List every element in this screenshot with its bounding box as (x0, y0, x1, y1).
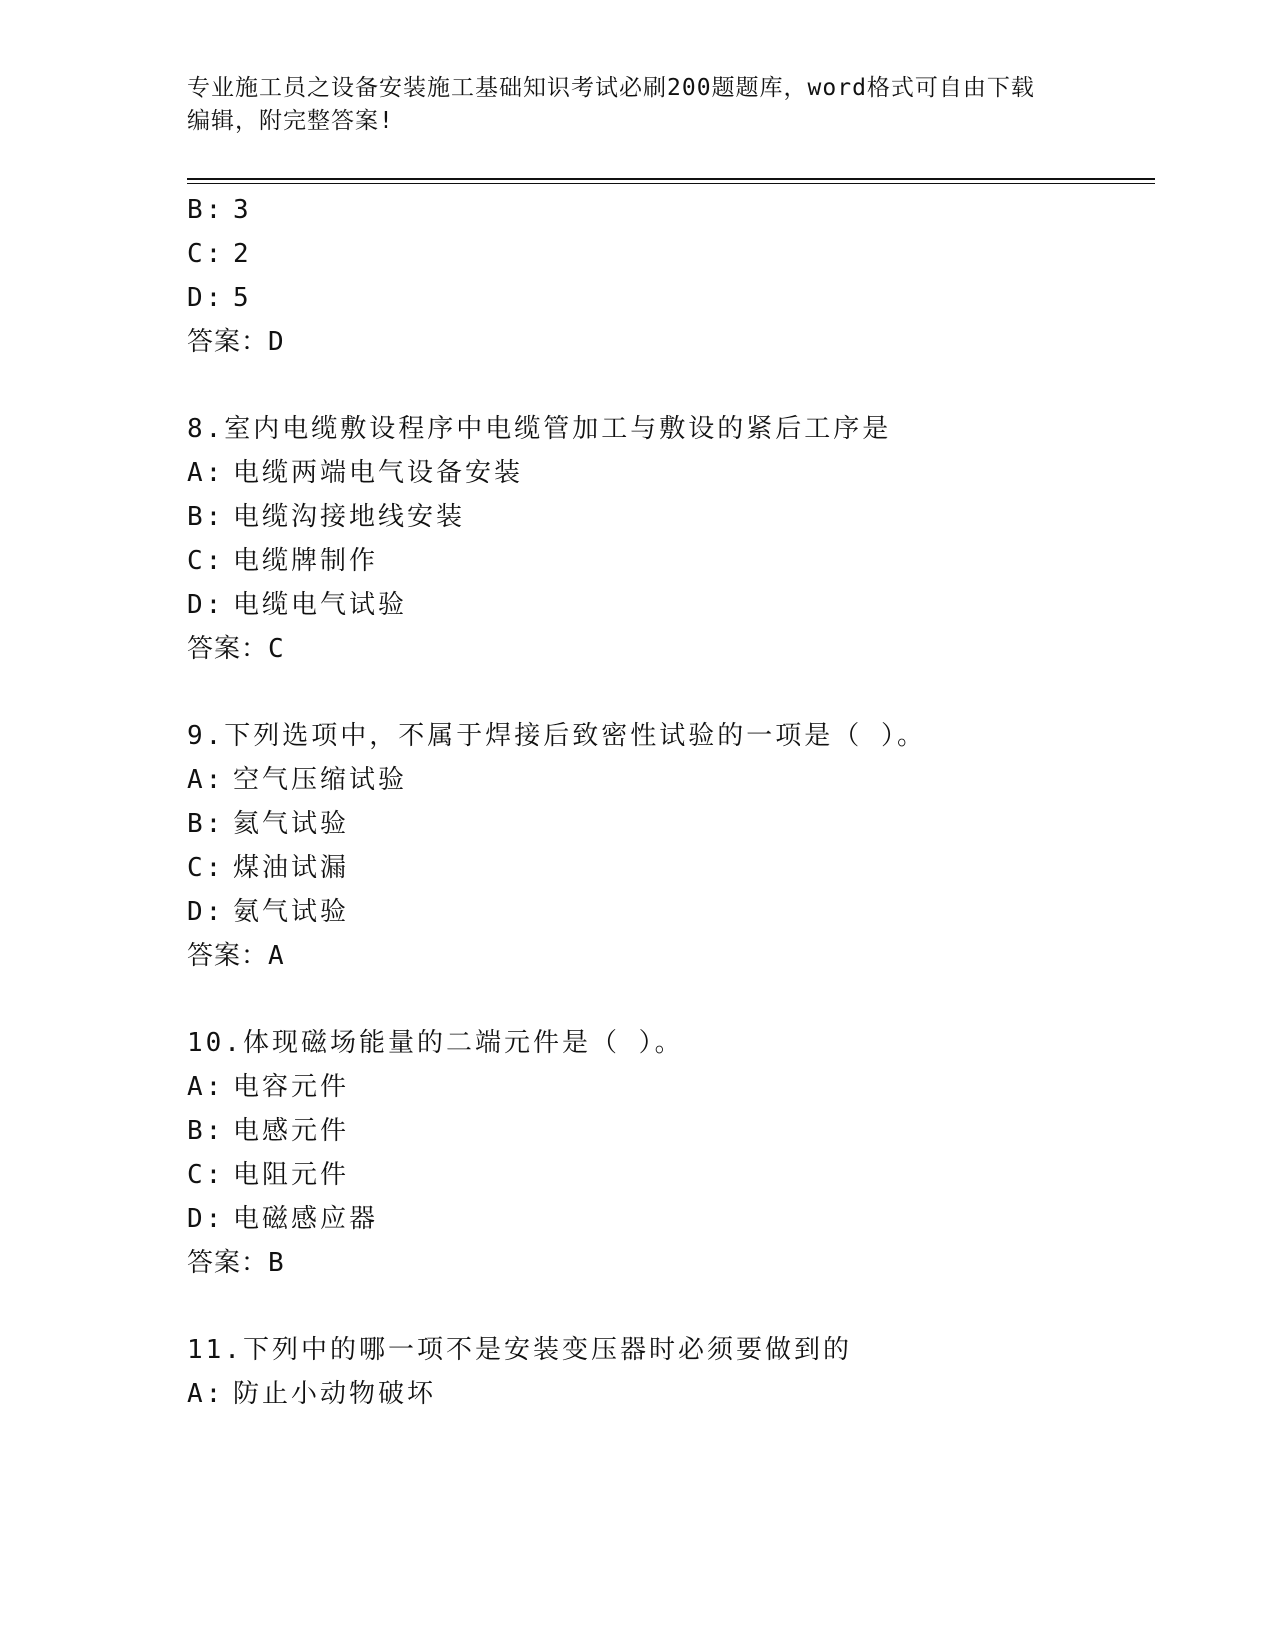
answer-line: 答案：A (187, 941, 285, 971)
option-key: C: (187, 546, 225, 576)
option-text: 电磁感应器 (233, 1204, 379, 1234)
header-line-1: 专业施工员之设备安装施工基础知识考试必刷200题题库，word格式可自由下载 (187, 75, 1035, 101)
option-key: D: (187, 897, 225, 927)
option-c (187, 1158, 349, 1192)
option-key: B: (187, 502, 225, 532)
option-text: 氨气试验 (233, 897, 350, 927)
option-c (187, 237, 252, 271)
option-text: 氦气试验 (233, 809, 350, 839)
option-text: 电缆两端电气设备安装 (233, 458, 524, 488)
option-key: C: (187, 853, 225, 883)
question-stem: 11.下列中的哪一项不是安装变压器时必须要做到的 (187, 1335, 852, 1365)
option-text: 电缆牌制作 (233, 546, 379, 576)
option-key: B: (187, 1116, 225, 1146)
option-text: 防止小动物破坏 (233, 1379, 437, 1409)
answer-line: 答案：B (187, 1248, 285, 1278)
option-b (187, 193, 252, 227)
option-key: A: (187, 458, 225, 488)
option-text: 电感元件 (233, 1116, 350, 1146)
option-text: 空气压缩试验 (233, 765, 408, 795)
option-a (187, 1070, 349, 1104)
option-key: A: (187, 765, 225, 795)
option-b (187, 807, 349, 841)
option-key: C: (187, 1160, 225, 1190)
option-a (187, 763, 407, 797)
question-stem: 9.下列选项中，不属于焊接后致密性试验的一项是（ ）。 (187, 721, 926, 751)
option-key: C: (187, 239, 225, 269)
option-text: 3 (233, 195, 252, 225)
question-stem: 8.室内电缆敷设程序中电缆管加工与敷设的紧后工序是 (187, 414, 892, 444)
document-header (187, 72, 1067, 138)
option-text: 电容元件 (233, 1072, 350, 1102)
answer-line: 答案：C (187, 634, 285, 664)
option-d (187, 895, 349, 929)
option-key: D: (187, 283, 225, 313)
option-key: A: (187, 1379, 225, 1409)
option-b (187, 1114, 349, 1148)
option-b (187, 500, 465, 534)
question-stem: 10.体现磁场能量的二端元件是（ ）。 (187, 1028, 684, 1058)
answer-line: 答案：D (187, 327, 285, 357)
option-c (187, 544, 378, 578)
option-d (187, 588, 407, 622)
option-text: 电缆电气试验 (233, 590, 408, 620)
option-text: 电阻元件 (233, 1160, 350, 1190)
option-text: 煤油试漏 (233, 853, 350, 883)
option-a (187, 1377, 436, 1411)
option-key: D: (187, 1204, 225, 1234)
option-d (187, 281, 252, 315)
option-key: B: (187, 195, 225, 225)
option-key: D: (187, 590, 225, 620)
option-c (187, 851, 349, 885)
option-text: 电缆沟接地线安装 (233, 502, 466, 532)
option-d (187, 1202, 378, 1236)
header-divider-thick (187, 178, 1155, 180)
option-text: 2 (233, 239, 252, 269)
option-text: 5 (233, 283, 252, 313)
header-divider-thin (187, 183, 1155, 184)
header-line-2: 编辑，附完整答案! (187, 108, 394, 134)
option-key: A: (187, 1072, 225, 1102)
option-a (187, 456, 523, 490)
option-key: B: (187, 809, 225, 839)
